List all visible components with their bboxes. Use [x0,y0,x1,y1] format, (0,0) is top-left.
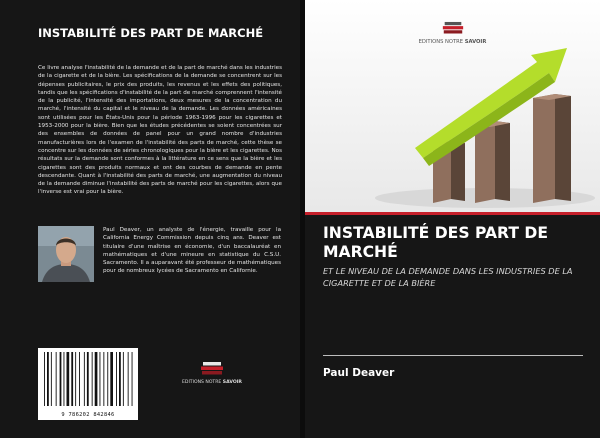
front-title: INSTABILITÉ DES PART DE MARCHÉ [323,224,549,261]
front-author: Paul Deaver [323,367,395,379]
author-divider [323,355,583,356]
stacked-books-icon [441,20,465,35]
bar-2 [475,121,510,203]
publisher-logo-back [177,360,247,385]
back-title: INSTABILITÉ DES PART DE MARCHÉ [38,26,264,40]
cover-illustration [305,0,600,212]
bar-3 [533,94,571,203]
author-portrait-icon [38,226,94,282]
publisher-logo-front [405,20,500,45]
barcode-icon [38,348,138,410]
stacked-books-icon [199,360,225,376]
barcode-number: 9 786202 842846 [61,412,115,418]
author-photo [38,226,94,282]
publisher-name: EDITIONS NOTRE SAVOIR [418,39,487,45]
publisher-name: EDITIONS NOTRE SAVOIR [182,380,242,385]
front-subtitle: ET LE NIVEAU DE LA DEMANDE DANS LES INDUSTRIES DE LA CIGARETTE ET DE LA BIÈRE [323,266,573,288]
accent-divider [305,212,600,215]
front-cover [305,0,600,438]
barcode [38,348,138,420]
back-description: Ce livre analyse l'instabilité de la demande et de la part de marché dans les industries de la cigarette et de la bière. Les spécifications de la demande se concentrent sur les dépenses publicitaires, le prix des produits, les revenus et les effets des politiques, tandis que les spécifications d'instabilité de la part de marché comprennent l'intensité de la publicité, l'intensité des importations, deux mesures de la concentration du marché, l'intensité du capital et le niveau de la demande. Les données américaines sont utilisées pour les États-Unis pour la période 1963-1996 pour les cigarettes et 1953-2000 pour la bière. Bien que les études précédentes se soient concentrées sur des ensembles de données de panel pour un grand nombre d'industries manufacturières lors de l'examen de l'instabilité des parts de marché, cette thèse se concentre sur les données de séries chronologiques pour la bière et les cigarettes. Nos résultats sur la demande sont conformes à la littérature en ce sens que la bière et les cigarettes sont des produits normaux et ont des courbes de demande en pente descendante. Quant à l'instabilité des parts de marché, une augmentation du niveau de la demande diminue l'instabilité des parts de marché pour les cigarettes, alors que l'inverse est vrai pour la bière. [38,65,282,196]
author-bio: Paul Deaver, un analyste de l'énergie, travaille pour la California Energy Commission depuis cinq ans. Deaver est titulaire d'une maîtrise en économie, d'un baccalauréat en mathématiques et d'une mineure en statistique du C.S.U. Sacramento. Il a auparavant été professeur de mathématiques pour de nombreux lycées de Sacramento en Californie. [103,227,281,275]
